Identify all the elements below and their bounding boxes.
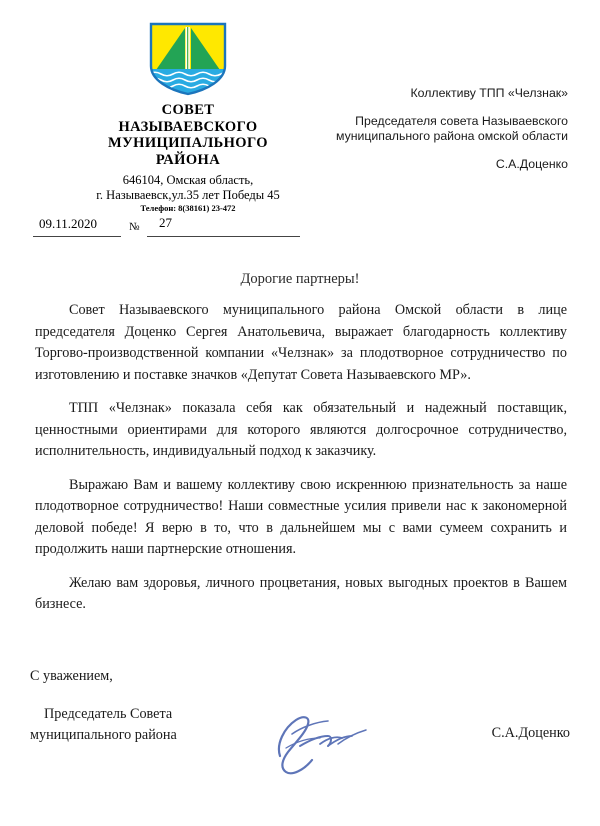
date-rule — [33, 236, 121, 237]
document-date: 09.11.2020 — [39, 216, 98, 231]
body-paragraph-2: ТПП «Челзнак» показала себя как обязательный и надежный поставщик, ценностными ориентирами для которого являются долгосрочное сотрудничество, исполнительность, индивидуальный подход к заказчику. — [35, 400, 567, 459]
org-title-line-3: МУНИЦИПАЛЬНОГО — [108, 135, 268, 151]
document-meta — [33, 216, 303, 246]
body-paragraph-3: Выражаю Вам и вашему коллективу свою искреннюю признательность за наше плодотворное сотрудничество! Наши совместные усилия привели нас к закономерной деловой победе! Я верю в то, что в дальнейшем мы с вами сумеем сохранить и продолжить наши партнерские отношения. — [35, 476, 567, 557]
addressee-group-recipient — [306, 86, 568, 101]
org-title-line-4: РАЙОНА — [155, 151, 221, 168]
address-line-2: г. Называевск,ул.35 лет Победы 45 — [96, 187, 280, 202]
signature-block — [30, 704, 570, 754]
document-number: 27 — [159, 215, 172, 230]
addressee-group-sender-title — [306, 114, 568, 144]
addressee-block — [306, 86, 568, 172]
addressee-recipient: Коллективу ТПП «Челзнак» — [410, 86, 568, 100]
closing-regards: С уважением, — [30, 668, 113, 684]
signatory-title — [30, 704, 177, 746]
handwritten-signature-icon — [262, 700, 392, 778]
letterhead — [58, 22, 318, 214]
letter-greeting: Дорогие партнеры! — [240, 271, 360, 287]
addressee-sender-title-line-1: Председателя совета Называевского — [355, 114, 568, 128]
org-title-line-1: СОВЕТ — [161, 102, 215, 118]
coat-of-arms-sailboat-shield-icon — [149, 22, 227, 96]
organization-title — [58, 102, 318, 168]
emblem-container — [58, 22, 318, 96]
organization-phone: Телефон: 8(38161) 23-472 — [140, 203, 236, 213]
number-label: № — [129, 221, 140, 233]
letter-body — [35, 300, 567, 616]
addressee-sender-title-line-2: муниципального района омской области — [335, 129, 568, 143]
body-paragraph-1: Совет Называевского муниципального района Омской области в лице председателя Доценко Сергея Анатольевича, выражает благодарность коллективу Торгово-производственной компании «Челзнак» за плодотворное сотрудничество по изготовлению и поставке значков «Депутат Совета Называевского МР». — [35, 302, 567, 383]
body-paragraph-4: Желаю вам здоровья, личного процветания, новых выгодных проектов в Вашем бизнесе. — [35, 574, 567, 612]
org-title-line-2: НАЗЫВАЕВСКОГО — [118, 118, 258, 135]
number-rule — [147, 236, 300, 237]
organization-address — [58, 173, 318, 202]
signatory-title-line-1: Председатель Совета — [44, 706, 173, 722]
addressee-sender-name: С.А.Доценко — [495, 157, 568, 171]
signatory-title-line-2: муниципального района — [30, 727, 177, 743]
signatory-name: С.А.Доценко — [491, 725, 570, 741]
addressee-group-sender-name — [306, 157, 568, 172]
address-line-1: 646104, Омская область, — [122, 173, 254, 187]
